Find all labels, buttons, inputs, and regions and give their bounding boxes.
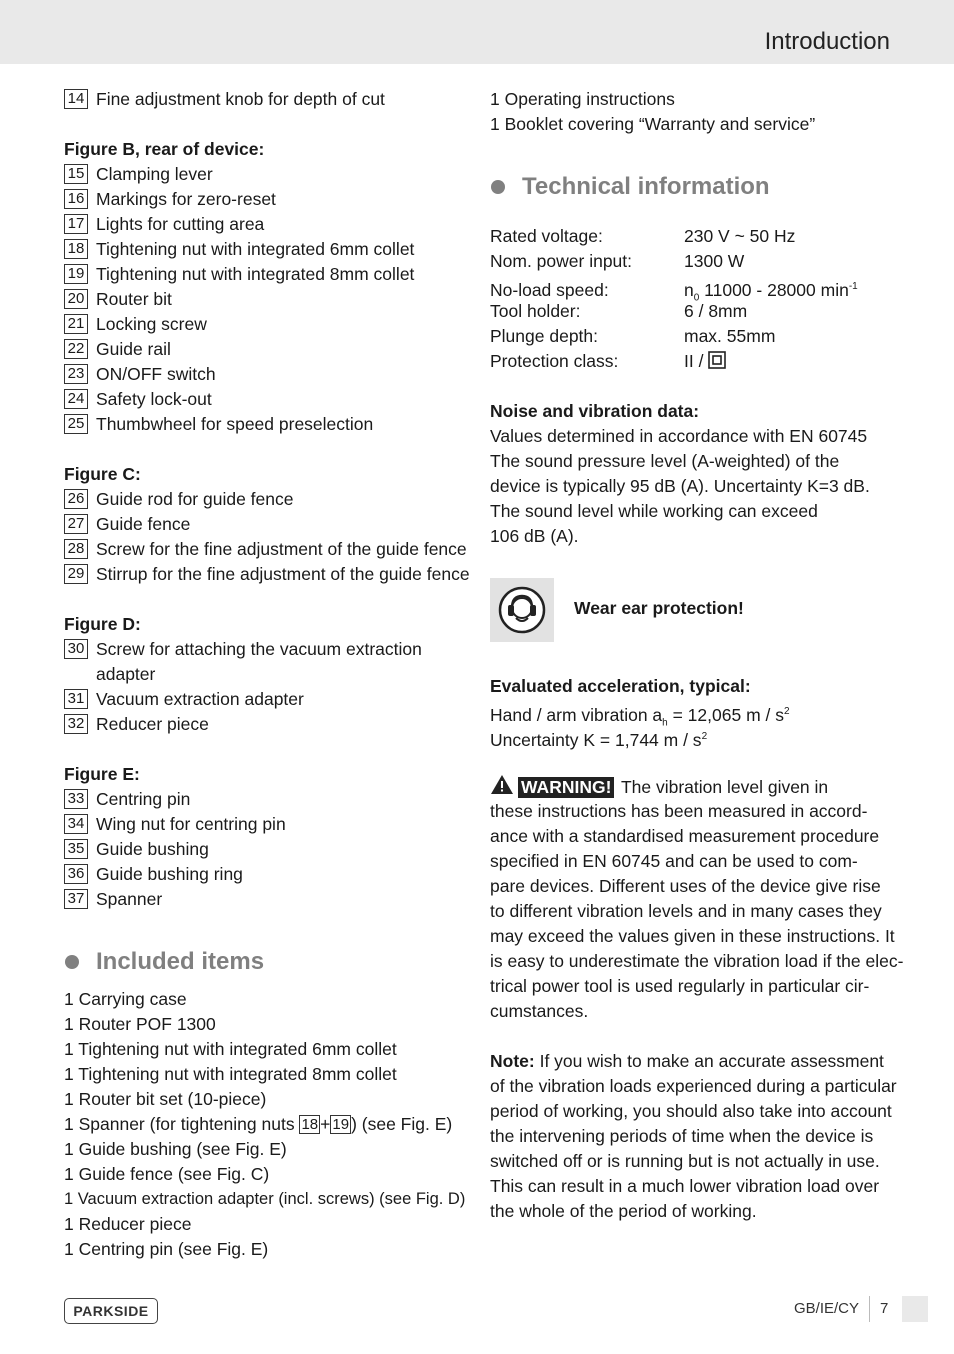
paragraph-line: Values determined in accordance with EN 60745 — [490, 426, 868, 446]
list-item: 1 Centring pin (see Fig. E) — [64, 1239, 269, 1259]
item-text: Reducer piece — [96, 714, 209, 734]
left-column — [64, 87, 474, 1262]
superscript: 2 — [701, 731, 708, 742]
item-text: Clamping lever — [96, 164, 213, 184]
figure-e-heading: Figure E: — [64, 764, 140, 784]
superscript: 2 — [783, 706, 790, 717]
list-item: 1 Tightening nut with integrated 8mm collet — [64, 1064, 397, 1084]
paragraph-line: The sound pressure level (A-weighted) of the — [490, 451, 840, 471]
item-number: 16 — [64, 189, 88, 209]
legend-item — [64, 237, 474, 262]
paragraph-line: is easy to underestimate the vibration load if the elec- — [490, 951, 904, 971]
item-text: Screw for the fine adjustment of the guide fence — [96, 539, 467, 559]
paragraph-line: period of working, you should also take into account — [490, 1101, 892, 1121]
item-number: 25 — [64, 414, 88, 434]
legend-item — [64, 287, 474, 312]
legend-item — [64, 837, 474, 862]
item-text: Tightening nut with integrated 8mm collet — [96, 264, 415, 284]
paragraph-line: This can result in a much lower vibration load over — [490, 1176, 880, 1196]
legend-item-continuation — [64, 662, 474, 687]
spec-row — [490, 224, 900, 249]
legend-item — [64, 387, 474, 412]
item-number: 37 — [64, 889, 88, 909]
hand-arm-vibration — [490, 699, 900, 729]
item-text: Vacuum extraction adapter — [96, 689, 304, 709]
item-text: ON/OFF switch — [96, 364, 216, 384]
protection-value: II / — [684, 351, 704, 371]
bullet-dot-icon — [491, 180, 505, 194]
spec-label: Nom. power input: — [490, 251, 633, 271]
item-number: 19 — [64, 264, 88, 284]
warning-first-line — [490, 774, 900, 799]
item-number: 35 — [64, 839, 88, 859]
item-number: 28 — [64, 539, 88, 559]
list-item: 1 Booklet covering “Warranty and service” — [490, 114, 816, 134]
item-number: 20 — [64, 289, 88, 309]
bullet-dot-icon — [65, 955, 79, 969]
legend-item — [64, 412, 474, 437]
item-number: 22 — [64, 339, 88, 359]
list-item: 1 Tightening nut with integrated 6mm collet — [64, 1039, 397, 1059]
legend-item — [64, 862, 474, 887]
item-text: Guide fence — [96, 514, 191, 534]
section-title: Included items — [96, 948, 265, 975]
section-title: Technical information — [522, 173, 770, 200]
item-text: Spanner — [96, 889, 163, 909]
page-number: 7 — [880, 1300, 889, 1317]
warning-paragraph — [490, 774, 904, 1024]
item-text: Safety lock-out — [96, 389, 212, 409]
right-column — [490, 87, 904, 1224]
spec-value: 230 V ~ 50 Hz — [684, 226, 796, 246]
item-number: 32 — [64, 714, 88, 734]
legend-item — [64, 337, 474, 362]
list-item: 1 Carrying case — [64, 989, 187, 1009]
item-text: Centring pin — [96, 789, 191, 809]
list-item-text: 1 Spanner (for tightening nuts — [64, 1114, 295, 1134]
list-item: 1 Operating instructions — [490, 89, 675, 109]
legend-item — [64, 687, 474, 712]
legend-item — [64, 512, 474, 537]
item-number: 18 — [301, 1116, 319, 1133]
item-number: 24 — [64, 389, 88, 409]
item-number: 26 — [64, 489, 88, 509]
legend-item — [64, 262, 474, 287]
legend-item — [64, 537, 474, 562]
paragraph-line: of the vibration loads experienced during a particular — [490, 1076, 897, 1096]
legend-item — [64, 362, 474, 387]
item-number: 33 — [64, 789, 88, 809]
legend-item — [64, 812, 474, 837]
paragraph-line: may exceed the values given in these instructions. It — [490, 926, 895, 946]
warning-triangle-icon — [490, 774, 514, 795]
item-text: Fine adjustment knob for depth of cut — [96, 89, 385, 109]
note-text: If you wish to make an accurate assessment — [539, 1051, 884, 1071]
spec-label: Rated voltage: — [490, 226, 603, 246]
ear-protection-notice — [490, 574, 900, 649]
legend-item — [64, 487, 474, 512]
item-text: Guide rod for guide fence — [96, 489, 294, 509]
included-items-heading — [64, 937, 474, 987]
figure-c-heading: Figure C: — [64, 464, 141, 484]
list-item: 1 Router bit set (10-piece) — [64, 1089, 267, 1109]
warning-badge: WARNING! — [518, 777, 614, 798]
paragraph-line: device is typically 95 dB (A). Uncertainty K=3 dB. — [490, 476, 870, 496]
double-insulation-icon — [708, 351, 726, 369]
paragraph-line: cumstances. — [490, 1001, 589, 1021]
warning-text: The vibration level given in — [620, 777, 829, 797]
list-item-spanner — [64, 1112, 474, 1137]
item-number: 36 — [64, 864, 88, 884]
list-item: 1 Vacuum extraction adapter (incl. screws) (see Fig. D) — [64, 1190, 466, 1208]
technical-info-heading — [490, 162, 900, 212]
text: = 12,065 m / s — [667, 704, 784, 725]
spec-table — [490, 224, 900, 374]
paragraph-line: The sound level while working can exceed — [490, 501, 818, 521]
list-item: 1 Reducer piece — [64, 1214, 192, 1234]
legend-item — [64, 637, 474, 662]
spec-value: 1300 W — [684, 251, 745, 271]
item-text: Locking screw — [96, 314, 207, 334]
paragraph-line: pare devices. Different uses of the device give rise — [490, 876, 881, 896]
footer-tab-marker — [902, 1296, 928, 1322]
item-number: 14 — [64, 89, 88, 109]
item-text: Wing nut for centring pin — [96, 814, 286, 834]
spec-label: Tool holder: — [490, 301, 581, 321]
item-number: 31 — [64, 689, 88, 709]
item-number: 21 — [64, 314, 88, 334]
spec-row — [490, 349, 900, 374]
spec-value: 6 / 8mm — [684, 301, 748, 321]
item-number: 18 — [64, 239, 88, 259]
spec-value — [684, 349, 726, 374]
item-number: 23 — [64, 364, 88, 384]
list-item-text: ) (see Fig. E) — [351, 1114, 453, 1134]
noise-text — [490, 424, 900, 549]
legend-item — [64, 887, 474, 912]
paragraph-line: to different vibration levels and in many cases they — [490, 901, 882, 921]
item-number: 19 — [332, 1116, 350, 1133]
spec-label: Plunge depth: — [490, 326, 599, 346]
paragraph-line: specified in EN 60745 and can be used to com- — [490, 851, 858, 871]
figure-b-heading: Figure B, rear of device: — [64, 139, 265, 159]
legend-item — [64, 787, 474, 812]
item-text: Lights for cutting area — [96, 214, 265, 234]
figure-c-list — [64, 487, 474, 587]
item-text: Guide rail — [96, 339, 171, 359]
plus-sign: + — [320, 1114, 331, 1134]
item-number: 34 — [64, 814, 88, 834]
acceleration-heading: Evaluated acceleration, typical: — [490, 676, 751, 696]
ear-protection-icon — [490, 578, 554, 642]
speed-value: 11000 - 28000 min — [704, 279, 849, 300]
ear-protection-label: Wear ear protection! — [574, 598, 744, 618]
spec-row — [490, 324, 900, 349]
spec-label: Protection class: — [490, 351, 619, 371]
note-first-line — [490, 1049, 900, 1074]
speed-subscript: 0 — [693, 292, 700, 304]
item-text: Screw for attaching the vacuum extraction — [96, 639, 422, 659]
uncertainty-value — [490, 724, 900, 749]
item-text: Guide bushing — [96, 839, 209, 859]
note-label: Note: — [490, 1051, 535, 1071]
item-text: Thumbwheel for speed preselection — [96, 414, 374, 434]
text: Hand / arm vibration a — [490, 704, 663, 725]
item-text: Stirrup for the fine adjustment of the guide fence — [96, 564, 470, 584]
list-item: 1 Guide bushing (see Fig. E) — [64, 1139, 287, 1159]
spec-label: No-load speed: — [490, 279, 609, 300]
speed-superscript: -1 — [848, 281, 858, 292]
paragraph-line: these instructions has been measured in accord- — [490, 801, 868, 821]
note-paragraph — [490, 1049, 900, 1224]
language-codes: GB/IE/CY — [794, 1300, 860, 1317]
parkside-logo: PARKSIDE — [64, 1298, 158, 1324]
item-text: Router bit — [96, 289, 172, 309]
speed-symbol: n — [684, 279, 694, 300]
item-number: 15 — [64, 164, 88, 184]
item-text: Tightening nut with integrated 6mm collet — [96, 239, 415, 259]
figure-e-list — [64, 787, 474, 912]
legend-item — [64, 212, 474, 237]
item-text: Guide bushing ring — [96, 864, 243, 884]
legend-item — [64, 712, 474, 737]
footer-divider — [869, 1296, 870, 1322]
page-title: Introduction — [764, 28, 890, 55]
legend-item — [64, 187, 474, 212]
item-number: 29 — [64, 564, 88, 584]
spec-row — [490, 274, 900, 304]
paragraph-line: the whole of the period of working. — [490, 1201, 757, 1221]
subscript: h — [662, 717, 668, 729]
figure-d-heading: Figure D: — [64, 614, 141, 634]
legend-item — [64, 562, 474, 587]
paragraph-line: switched off or is running but is not actually in use. — [490, 1151, 880, 1171]
item-number: 17 — [64, 214, 88, 234]
item-number: 27 — [64, 514, 88, 534]
paragraph-line: the intervening periods of time when the device is — [490, 1126, 874, 1146]
spec-row — [490, 249, 900, 274]
figure-d-list — [64, 637, 474, 737]
included-items-list — [64, 987, 474, 1262]
legend-item — [64, 312, 474, 337]
paragraph-line: ance with a standardised measurement procedure — [490, 826, 880, 846]
figure-b-list — [64, 162, 474, 437]
item-number: 30 — [64, 639, 88, 659]
legend-item — [64, 162, 474, 187]
list-item: 1 Router POF 1300 — [64, 1014, 216, 1034]
legend-item — [64, 87, 474, 112]
item-text: Markings for zero-reset — [96, 189, 276, 209]
spec-value: max. 55mm — [684, 326, 776, 346]
list-item: 1 Guide fence (see Fig. C) — [64, 1164, 270, 1184]
item-text: adapter — [96, 664, 156, 684]
noise-heading: Noise and vibration data: — [490, 401, 700, 421]
page-header — [0, 0, 954, 64]
text: Uncertainty K = 1,744 m / s — [490, 729, 702, 750]
paragraph-line: 106 dB (A). — [490, 526, 579, 546]
paragraph-line: trical power tool is used regularly in particular cir- — [490, 976, 870, 996]
